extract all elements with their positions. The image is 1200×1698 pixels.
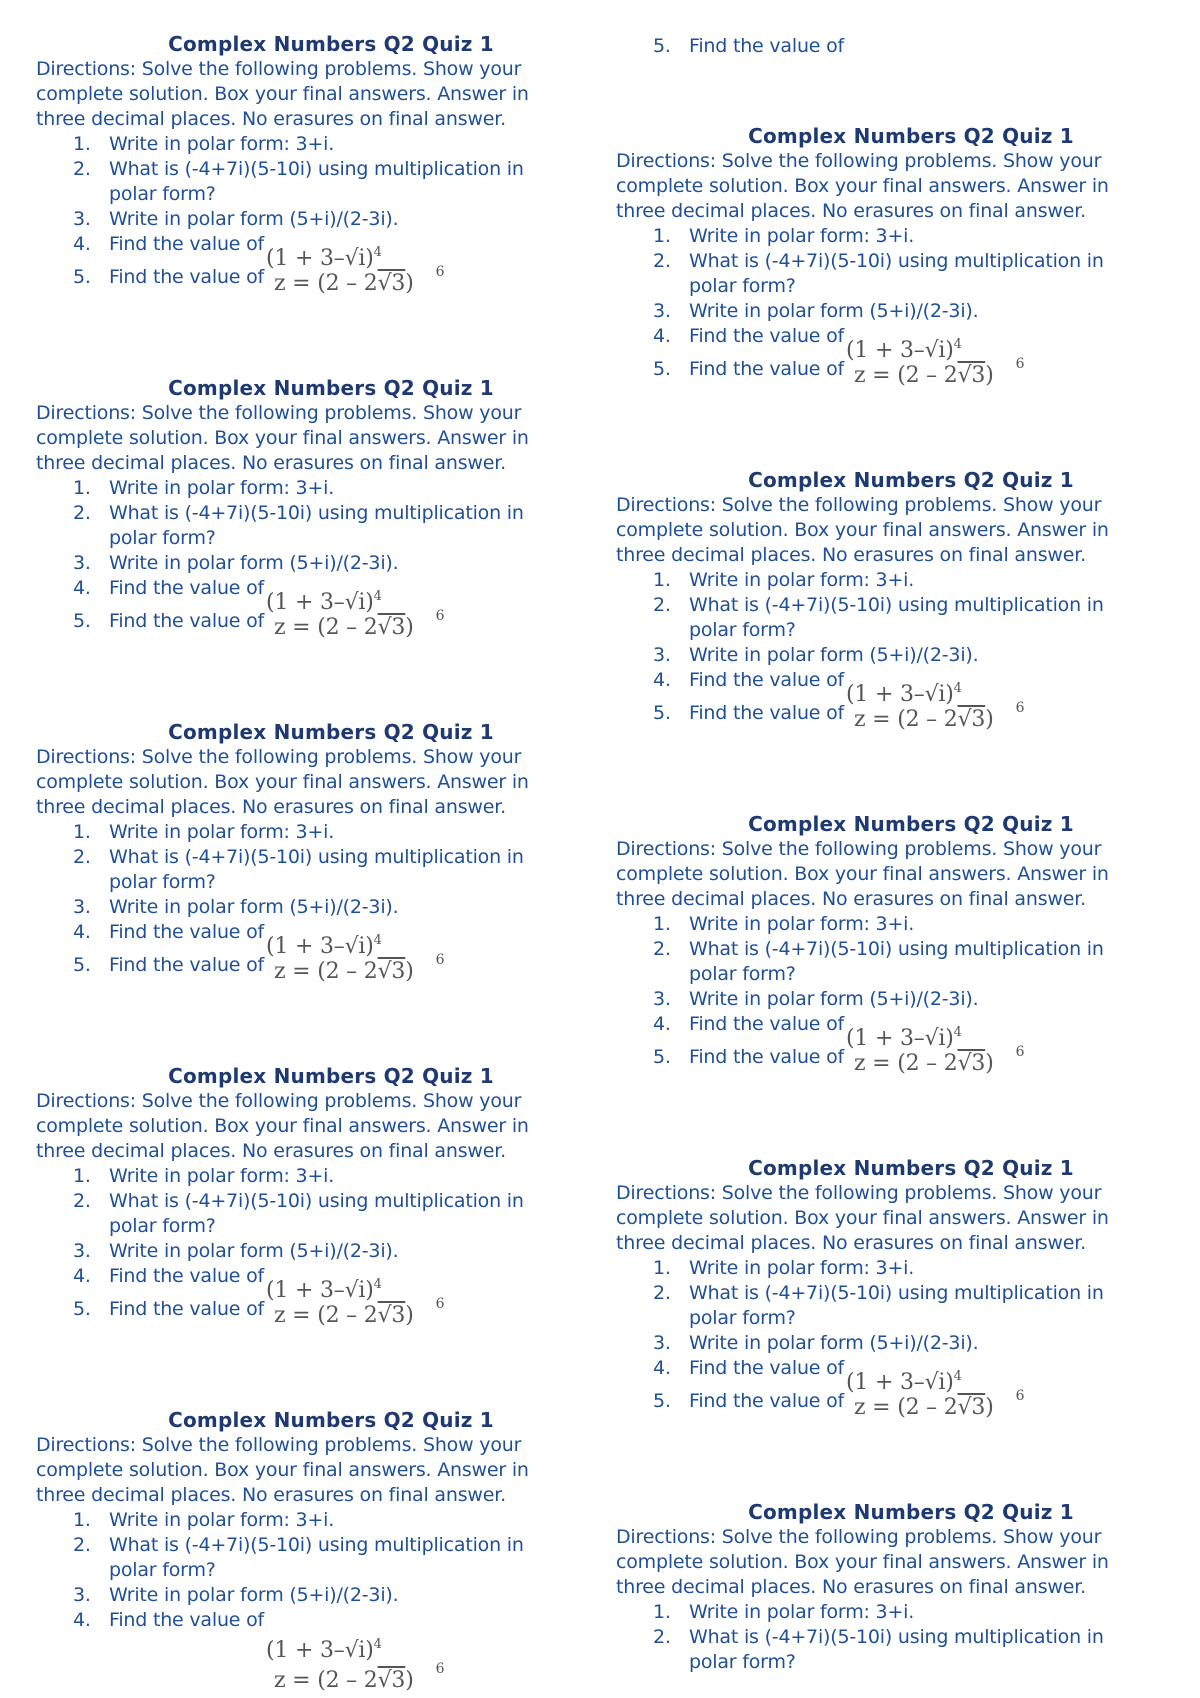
- quiz-block-right-4: [616, 1156, 1146, 1420]
- question-2: 2. What is (-4+7i)(5-10i) using multiplication in polar form?: [653, 250, 1104, 297]
- quiz-directions: Directions: Solve the following problems. Show your complete solution. Box your final answers. Answer in three decimal places. No erasures on final answer.: [36, 58, 529, 130]
- question-1: 1. Write in polar form: 3+i.: [653, 225, 915, 247]
- expression-q4: $(1 + 3-√i)^4$: [846, 1369, 962, 1395]
- quiz-block-right-3: [616, 812, 1146, 1076]
- question-2: 2. What is (-4+7i)(5-10i) using multiplication in polar form?: [73, 1534, 524, 1581]
- question-1: 1. Write in polar form: 3+i.: [653, 569, 915, 591]
- quiz-title: Complex Numbers Q2 Quiz 1: [748, 468, 1074, 492]
- expression-q4: $(1 + 3-√i)^4$: [846, 337, 962, 363]
- quiz-title: Complex Numbers Q2 Quiz 1: [168, 32, 494, 56]
- expression-q4: $(1 + 3-√i)^4$: [266, 933, 382, 959]
- question-5: 5. Find the value of z = (2 – 2√3) $^6$: [616, 1389, 1146, 1414]
- expression-q4: $(1 + 3-√i)^4$: [846, 1025, 962, 1051]
- question-4: 4. Find the value of $(1 + 3-√i)^4$: [73, 921, 382, 959]
- question-3: 3. Write in polar form (5+i)/(2-3i).: [73, 208, 399, 230]
- question-1: 1. Write in polar form: 3+i.: [73, 133, 335, 155]
- question-4: 4. Find the value of $(1 + 3-√i)^4$: [73, 1265, 382, 1303]
- quiz-block-right-2: [616, 468, 1146, 732]
- quiz-title: Complex Numbers Q2 Quiz 1: [168, 720, 494, 744]
- question-3: 3. Write in polar form (5+i)/(2-3i).: [653, 988, 979, 1010]
- expression-q5: z = (2 – 2√3) $^6$: [854, 1044, 1025, 1076]
- quiz-block-left-4: [36, 1064, 566, 1328]
- expression-q4: $(1 + 3-√i)^4$: [266, 589, 382, 615]
- quiz-directions: Directions: Solve the following problems. Show your complete solution. Box your final answers. Answer in three decimal places. No erasures on final answer.: [616, 494, 1109, 566]
- expression-q5: z = (2 – 2√3) $^6$: [274, 952, 445, 984]
- question-5: 5. Find the value of z = (2 – 2√3) $^6$: [616, 1045, 1146, 1070]
- question-4: 4. Find the value of $(1 + 3-√i)^4$: [653, 1013, 962, 1051]
- expression-q4: $(1 + 3-√i)^4$: [846, 681, 962, 707]
- expression-q5: z = (2 – 2√3) $^6$: [274, 264, 445, 296]
- question-1: 1. Write in polar form: 3+i.: [73, 477, 335, 499]
- question-2: 2. What is (-4+7i)(5-10i) using multiplication in polar form?: [73, 846, 524, 893]
- question-3: 3. Write in polar form (5+i)/(2-3i).: [653, 300, 979, 322]
- expression-q4: $(1 + 3-√i)^4$: [266, 245, 382, 271]
- expression-q5: z = (2 – 2√3) $^6$: [854, 700, 1025, 732]
- question-1: 1. Write in polar form: 3+i.: [653, 913, 915, 935]
- question-3: 3. Write in polar form (5+i)/(2-3i).: [653, 1332, 979, 1354]
- question-2: 2. What is (-4+7i)(5-10i) using multiplication in polar form?: [653, 938, 1104, 985]
- question-5: 5. Find the value of z = (2 – 2√3) $^6$: [36, 265, 566, 290]
- question-4: 4. Find the value of $(1 + 3-√i)^4$: [653, 1357, 962, 1395]
- question-2: 2. What is (-4+7i)(5-10i) using multiplication in polar form?: [73, 1190, 524, 1237]
- question-1: 1. Write in polar form: 3+i.: [653, 1601, 915, 1623]
- question-5: 5. Find the value of z = (2 – 2√3) $^6$: [616, 701, 1146, 726]
- quiz-block-left-2: [36, 376, 566, 640]
- question-3: 3. Write in polar form (5+i)/(2-3i).: [73, 1240, 399, 1262]
- question-4: 4. Find the value of $(1 + 3-√i)^4$ z = (2 – 2√3) $^6$: [36, 1608, 566, 1633]
- quiz-block-right-1: [616, 124, 1146, 388]
- question-3: 3. Write in polar form (5+i)/(2-3i).: [73, 896, 399, 918]
- quiz-directions: Directions: Solve the following problems. Show your complete solution. Box your final answers. Answer in three decimal places. No erasures on final answer.: [616, 1526, 1109, 1598]
- question-3: 3. Write in polar form (5+i)/(2-3i).: [73, 1584, 399, 1606]
- quiz-block-left-3: [36, 720, 566, 984]
- question-2: 2. What is (-4+7i)(5-10i) using multiplication in polar form?: [73, 158, 524, 205]
- quiz-title: Complex Numbers Q2 Quiz 1: [748, 124, 1074, 148]
- question-3: 3. Write in polar form (5+i)/(2-3i).: [73, 552, 399, 574]
- quiz-directions: Directions: Solve the following problems. Show your complete solution. Box your final answers. Answer in three decimal places. No erasures on final answer.: [36, 402, 529, 474]
- question-5: 5. Find the value of z = (2 – 2√3) $^6$: [36, 953, 566, 978]
- quiz-block-left-5: [36, 1408, 566, 1693]
- quiz-directions: Directions: Solve the following problems. Show your complete solution. Box your final answers. Answer in three decimal places. No erasures on final answer.: [36, 1434, 529, 1506]
- quiz-title: Complex Numbers Q2 Quiz 1: [748, 1156, 1074, 1180]
- quiz-title: Complex Numbers Q2 Quiz 1: [748, 1500, 1074, 1524]
- quiz-directions: Directions: Solve the following problems. Show your complete solution. Box your final answers. Answer in three decimal places. No erasures on final answer.: [616, 1182, 1109, 1254]
- quiz-title: Complex Numbers Q2 Quiz 1: [748, 812, 1074, 836]
- quiz-title: Complex Numbers Q2 Quiz 1: [168, 1408, 494, 1432]
- question-2: 2. What is (-4+7i)(5-10i) using multiplication in polar form?: [653, 1626, 1104, 1673]
- quiz-directions: Directions: Solve the following problems. Show your complete solution. Box your final answers. Answer in three decimal places. No erasures on final answer.: [616, 150, 1109, 222]
- question-1: 1. Write in polar form: 3+i.: [73, 1165, 335, 1187]
- question-5-continued: 5. Find the value of: [653, 35, 845, 57]
- quiz-title: Complex Numbers Q2 Quiz 1: [168, 376, 494, 400]
- question-2: 2. What is (-4+7i)(5-10i) using multiplication in polar form?: [653, 594, 1104, 641]
- question-5: 5. Find the value of z = (2 – 2√3) $^6$: [36, 1297, 566, 1322]
- expression-q4: $(1 + 3-√i)^4$: [266, 1637, 382, 1663]
- quiz-title: Complex Numbers Q2 Quiz 1: [168, 1064, 494, 1088]
- question-1: 1. Write in polar form: 3+i.: [73, 821, 335, 843]
- expression-q5: z = (2 – 2√3) $^6$: [854, 356, 1025, 388]
- question-2: 2. What is (-4+7i)(5-10i) using multiplication in polar form?: [653, 1282, 1104, 1329]
- quiz-block-right-5: [616, 1500, 1146, 1675]
- question-4: 4. Find the value of $(1 + 3-√i)^4$: [73, 233, 382, 271]
- expression-q5: z = (2 – 2√3) $^6$: [274, 1661, 445, 1693]
- question-1: 1. Write in polar form: 3+i.: [653, 1257, 915, 1279]
- expression-q5: z = (2 – 2√3) $^6$: [274, 608, 445, 640]
- question-4: 4. Find the value of $(1 + 3-√i)^4$: [73, 577, 382, 615]
- quiz-directions: Directions: Solve the following problems. Show your complete solution. Box your final answers. Answer in three decimal places. No erasures on final answer.: [616, 838, 1109, 910]
- question-3: 3. Write in polar form (5+i)/(2-3i).: [653, 644, 979, 666]
- expression-q4: $(1 + 3-√i)^4$: [266, 1277, 382, 1303]
- quiz-block-left-1: [36, 32, 566, 296]
- question-4: 4. Find the value of $(1 + 3-√i)^4$: [653, 669, 962, 707]
- question-1: 1. Write in polar form: 3+i.: [73, 1509, 335, 1531]
- question-5: 5. Find the value of z = (2 – 2√3) $^6$: [616, 357, 1146, 382]
- expression-q5: z = (2 – 2√3) $^6$: [274, 1296, 445, 1328]
- question-5: 5. Find the value of z = (2 – 2√3) $^6$: [36, 609, 566, 634]
- expression-q5: z = (2 – 2√3) $^6$: [854, 1388, 1025, 1420]
- question-2: 2. What is (-4+7i)(5-10i) using multiplication in polar form?: [73, 502, 524, 549]
- quiz-directions: Directions: Solve the following problems. Show your complete solution. Box your final answers. Answer in three decimal places. No erasures on final answer.: [36, 746, 529, 818]
- question-4: 4. Find the value of $(1 + 3-√i)^4$: [653, 325, 962, 363]
- quiz-directions: Directions: Solve the following problems. Show your complete solution. Box your final answers. Answer in three decimal places. No erasures on final answer.: [36, 1090, 529, 1162]
